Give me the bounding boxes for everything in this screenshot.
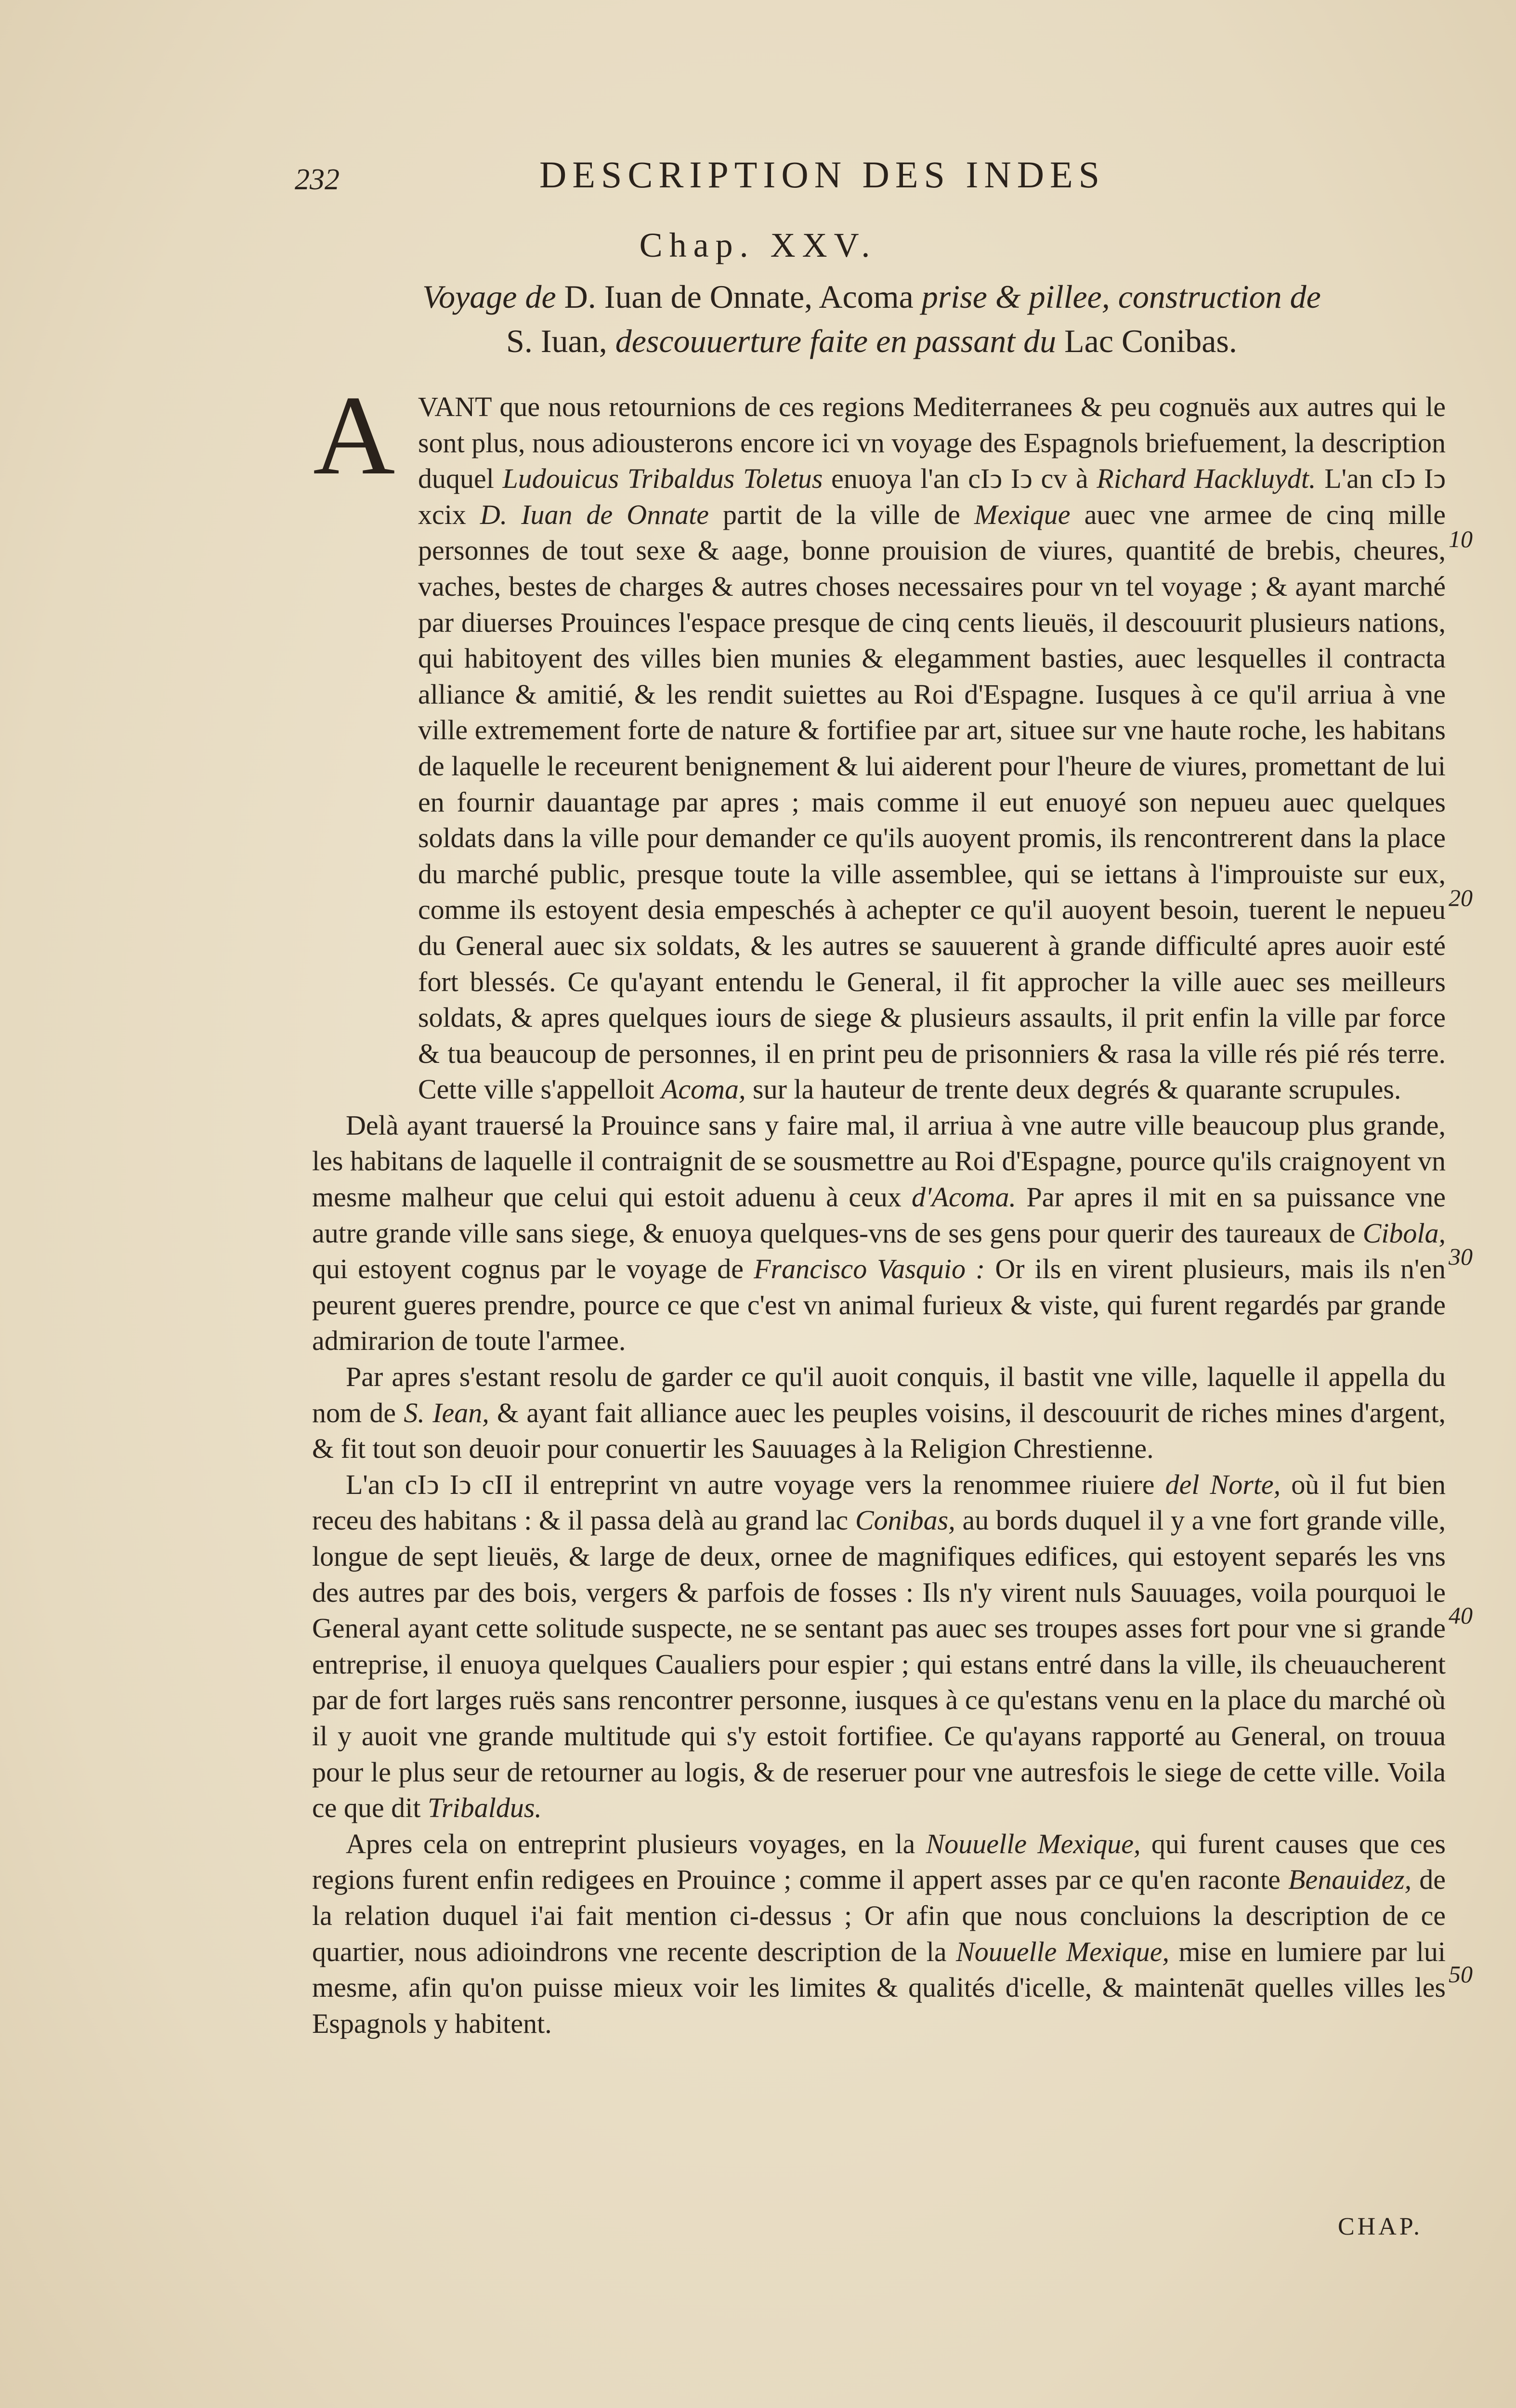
text-run: mise en lumiere par lui mesme, afin qu'on puisse mieux voir les limites & qualités d'icelle, & maintenāt quelles villes les Espagnols y habitent. bbox=[312, 1936, 1446, 2039]
text-run: Apres cela on entreprint plusieurs voyages, en la bbox=[346, 1828, 915, 1859]
text-run: de la relation duquel i'ai fait mention ci-dessus ; Or afin que nous concluions la description de ce quartier, nous adioindrons vne recente description de la bbox=[312, 1864, 1446, 1967]
text-run: qui furent causes que ces regions furent enfin redigees en Prouince ; comme il appert asses par ce qu'en raconte bbox=[312, 1828, 1446, 1896]
text-run: Acoma, bbox=[661, 1073, 746, 1105]
text-run: Nouuelle Mexique, bbox=[926, 1828, 1141, 1859]
text-run: del Norte, bbox=[1165, 1468, 1281, 1500]
page-number: 232 bbox=[295, 163, 340, 196]
text-run: d'Acoma. bbox=[912, 1181, 1016, 1213]
subtitle-part: prise & pillee, construction de bbox=[921, 278, 1321, 315]
running-head: DESCRIPTION DES INDES bbox=[539, 154, 1106, 196]
margin-line-number: 30 bbox=[1449, 1243, 1473, 1270]
text-run: partit de la ville de bbox=[723, 498, 960, 530]
text-run: S. Iean, bbox=[404, 1397, 489, 1428]
text-run: Benauidez, bbox=[1288, 1864, 1412, 1896]
text-run: sur la hauteur de trente deux degrés & quarante scrupules. bbox=[753, 1073, 1401, 1105]
subtitle-part: S. Iuan, bbox=[506, 323, 607, 359]
paragraph-1 bbox=[312, 389, 1446, 1108]
text-run: D. Iuan de Onnate bbox=[480, 498, 709, 530]
body-text bbox=[312, 389, 1446, 2042]
chapter-title: Chap. XXV. bbox=[639, 226, 877, 264]
subtitle-part: Acoma bbox=[819, 278, 914, 315]
text-run: L'an cIↄ Iↄ xcix bbox=[418, 463, 1446, 530]
subtitle-part: D. Iuan de Onnate, bbox=[564, 278, 813, 315]
text-run: Ludouicus Tribaldus Toletus bbox=[502, 463, 823, 495]
text-run: auec vne armee de cinq mille personnes de tout sexe & aage, bonne prouision de viures, quantité de brebis, cheures, vaches, bestes de charges & autres choses necessaires pour vn tel voyage ; & ayant marché par diuerses Prouinces l'espace presque de cinq cents lieuës, il descouurit plusieurs nations, qui habitoyent des villes bien munies & elegamment basties, auec lesquelles il contracta alliance & amitié, & les rendit suiettes au Roi d'Espagne. Iusques à ce qu'il arriua à vne ville extremement forte de nature & fortifiee par art, situee sur vne haute roche, les habitans de laquelle le receurent benignement & lui aiderent pour l'heure de viures, promettant de lui en fournir dauantage par apres ; mais comme il eut enuoyé son nepueu auec quelques soldats dans la ville pour demander ce qu'ils auoyent promis, ils rencontrerent dans la place du marché public, presque toute la ville assemblee, qui se iettans à l'improuiste sur eux, comme ils estoyent desia empeschés à achepter ce qu'il auoyent besoin, tuerent le nepueu du General auec six soldats, & les autres se sauuerent à grande difficulté apres auoir esté fort blessés. Ce qu'ayant entendu le General, il fit approcher la ville auec ses meilleurs soldats, & apres quelques iours de siege & plusieurs assaults, il prit enfin la ville par force & tua beaucoup de personnes, il en print peu de prisonniers & rasa la ville rés pié rés terre. Cette ville s'appelloit bbox=[418, 498, 1446, 1105]
subtitle-part: descouuerture faite en passant du bbox=[615, 323, 1057, 359]
text-run: Delà ayant trauersé la Prouince sans y faire mal, il arriua à vne autre ville beaucoup plus grande, les habitans de laquelle il contraignit de se sousmettre au Roi d'Espagne, pource qu'ils craignoyent vn mesme malheur que celui qui estoit aduenu à ceux bbox=[312, 1109, 1446, 1213]
text-run: Mexique bbox=[974, 498, 1071, 530]
margin-line-number: 40 bbox=[1449, 1602, 1473, 1629]
paragraph-5 bbox=[312, 1826, 1446, 2042]
margin-line-number: 50 bbox=[1449, 1961, 1473, 1988]
margin-line-number: 10 bbox=[1449, 525, 1473, 552]
text-run: enuoya l'an cIↄ Iↄ cv à bbox=[831, 463, 1088, 495]
text-run: Tribaldus. bbox=[427, 1792, 542, 1824]
text-run: VANT que nous retournions de ces regions Mediterranees & peu cognuës aux autres qui le sont plus, nous adiousterons encore ici vn voyage des Espagnols briefuement, la description duquel bbox=[418, 391, 1446, 495]
paragraph-2 bbox=[312, 1108, 1446, 1359]
text-run: & ayant fait alliance auec les peuples voisins, il descouurit de riches mines d'argent, & fit tout son deuoir pour conuertir les Sauuages à la Religion Chrestienne. bbox=[312, 1397, 1446, 1465]
paragraph-3 bbox=[312, 1359, 1446, 1467]
subtitle-part: Lac bbox=[1064, 323, 1113, 359]
text-run: Conibas, bbox=[855, 1505, 955, 1536]
margin-line-number: 20 bbox=[1449, 884, 1473, 911]
text-run: qui estoyent cognus par le voyage de bbox=[312, 1253, 744, 1285]
text-run: Par apres s'estant resolu de garder ce qu'il auoit conquis, il bastit vne ville, laquelle il appella du nom de bbox=[312, 1361, 1446, 1428]
text-run: Or ils en virent plusieurs, mais ils n'en peurent gueres prendre, pource ce que c'est vn animal furieux & viste, qui furent regardés par grande admirarion de toute l'armee. bbox=[312, 1253, 1446, 1357]
chapter-subtitle bbox=[366, 275, 1377, 363]
text-run: Nouuelle Mexique, bbox=[956, 1936, 1170, 1967]
text-run: Cibola, bbox=[1362, 1217, 1446, 1249]
subtitle-part: Conibas. bbox=[1122, 323, 1237, 359]
text-run: L'an cIↄ Iↄ cII il entreprint vn autre voyage vers la renommee riuiere bbox=[346, 1468, 1155, 1500]
text-run: Richard Hackluydt. bbox=[1097, 463, 1316, 495]
subtitle-part: Voyage de bbox=[422, 278, 556, 315]
drop-cap: A bbox=[313, 373, 395, 498]
catchword: CHAP. bbox=[1338, 2213, 1423, 2240]
text-run: au bords duquel il y a vne fort grande ville, longue de sept lieuës, & large de deux, ornee de magnifiques edifices, qui estoyent separés les vns des autres par des bois, vergers & parfois de fosses : Ils n'y virent nuls Sauuages, voila pourquoi le General ayant cette solitude suspecte, ne se sentant pas auec ses troupes asses fort pour vne si grande entreprise, il enuoya quelques Caualiers pour espier ; qui estans entré dans la ville, ils cheuaucherent par de fort larges ruës sans rencontrer personne, iusques à ce qu'estans venu en la place du marché où il y auoit vne grande multitude qui s'y estoit fortifiee. Ce qu'ayans rapporté au General, on trouua pour le plus seur de retourner au logis, & de reseruer pour vne autresfois le siege de cette ville. Voila ce que dit bbox=[312, 1505, 1446, 1824]
paragraph-4 bbox=[312, 1467, 1446, 1826]
text-run: où il fut bien receu des habitans : & il passa delà au grand lac bbox=[312, 1468, 1446, 1536]
text-run: Par apres il mit en sa puissance vne autre grande ville sans siege, & enuoya quelques-vns de ses gens pour querir des taureaux de bbox=[312, 1181, 1446, 1249]
text-run: Francisco Vasquio : bbox=[754, 1253, 985, 1285]
